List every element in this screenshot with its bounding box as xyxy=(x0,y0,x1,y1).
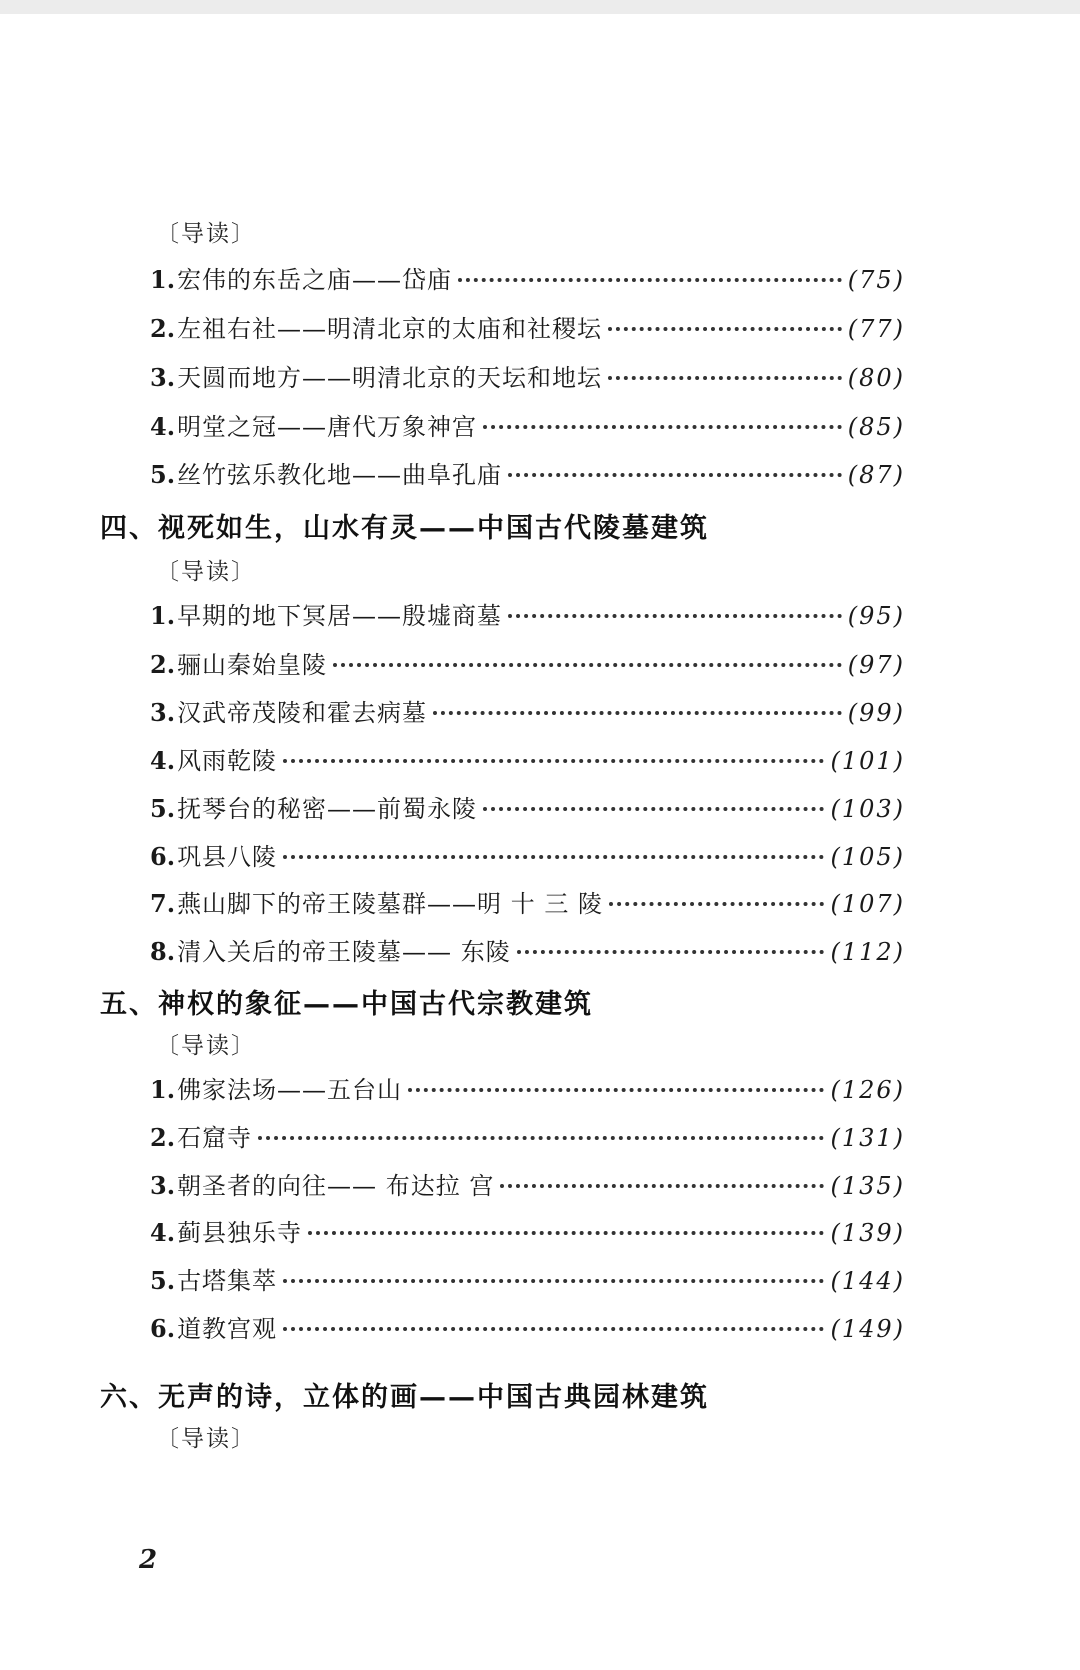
dot-leader xyxy=(408,1084,824,1092)
entry-number: 3. xyxy=(150,363,176,392)
toc-entry xyxy=(150,1070,905,1102)
entry-page: (80) xyxy=(847,364,905,392)
dot-leader xyxy=(508,610,842,618)
entry-title: 早期的地下冥居——殷墟商墓 xyxy=(177,602,503,630)
entry-page: (144) xyxy=(830,1267,905,1295)
chapter-heading: 五、神权的象征——中国古代宗教建筑 xyxy=(100,989,593,1020)
toc-entry xyxy=(150,645,905,677)
toc-entry xyxy=(150,260,905,292)
chapter-heading: 六、无声的诗，立体的画——中国古典园林建筑 xyxy=(100,1382,709,1413)
dot-leader xyxy=(458,274,842,282)
entry-title: 石窟寺 xyxy=(177,1124,253,1152)
entry-page: (105) xyxy=(830,843,905,871)
toc-entry xyxy=(150,596,905,628)
entry-number: 2. xyxy=(150,1123,176,1152)
entry-number: 7. xyxy=(150,889,176,918)
entry-page: (77) xyxy=(847,315,905,343)
dot-leader xyxy=(258,1132,824,1140)
toc-entry xyxy=(150,1166,905,1198)
dot-leader xyxy=(333,659,842,667)
entry-number: 6. xyxy=(150,1314,176,1343)
entry-title: 蓟县独乐寺 xyxy=(177,1219,303,1247)
toc-entry xyxy=(150,884,905,916)
entry-number: 2. xyxy=(150,650,176,679)
dot-leader xyxy=(608,372,842,380)
entry-page: (85) xyxy=(847,413,905,441)
guide-label: 〔导读〕 xyxy=(156,1426,256,1452)
toc-entry xyxy=(150,309,905,341)
entry-page: (149) xyxy=(830,1315,905,1343)
entry-title: 道教宫观 xyxy=(177,1315,278,1343)
entry-page: (99) xyxy=(847,699,905,727)
toc-entry xyxy=(150,1261,905,1293)
dot-leader xyxy=(500,1180,824,1188)
entry-page: (103) xyxy=(830,795,905,823)
entry-page: (97) xyxy=(847,651,905,679)
entry-number: 6. xyxy=(150,842,176,871)
guide-label: 〔导读〕 xyxy=(156,559,256,585)
entry-page: (126) xyxy=(830,1076,905,1104)
toc-entry xyxy=(150,1213,905,1245)
dot-leader xyxy=(483,803,824,811)
toc-entry xyxy=(150,1118,905,1150)
entry-page: (75) xyxy=(847,266,905,294)
entry-title: 天圆而地方——明清北京的天坛和地坛 xyxy=(177,364,603,392)
guide-label: 〔导读〕 xyxy=(156,1033,256,1059)
toc-entry xyxy=(150,741,905,773)
entry-title: 明堂之冠——唐代万象神宫 xyxy=(177,413,478,441)
entry-number: 3. xyxy=(150,698,176,727)
dot-leader xyxy=(433,707,842,715)
entry-number: 1. xyxy=(150,265,176,294)
entry-title: 骊山秦始皇陵 xyxy=(177,651,328,679)
dot-leader xyxy=(508,469,842,477)
entry-page: (87) xyxy=(847,461,905,489)
entry-page: (112) xyxy=(830,938,905,966)
entry-title: 汉武帝茂陵和霍去病墓 xyxy=(177,699,428,727)
entry-number: 4. xyxy=(150,412,176,441)
entry-title: 朝圣者的向往—— 布达拉 宫 xyxy=(177,1172,495,1200)
entry-number: 2. xyxy=(150,314,176,343)
entry-number: 8. xyxy=(150,937,176,966)
toc-entry xyxy=(150,837,905,869)
entry-number: 4. xyxy=(150,1218,176,1247)
dot-leader xyxy=(609,898,825,906)
entry-number: 1. xyxy=(150,601,176,630)
chapter-heading: 四、视死如生，山水有灵——中国古代陵墓建筑 xyxy=(100,513,709,544)
entry-title: 清入关后的帝王陵墓—— 东陵 xyxy=(177,938,511,966)
entry-number: 5. xyxy=(150,460,176,489)
dot-leader xyxy=(517,946,825,954)
entry-title: 巩县八陵 xyxy=(177,843,278,871)
entry-number: 5. xyxy=(150,1266,176,1295)
toc-entry xyxy=(150,1309,905,1341)
toc-entry xyxy=(150,789,905,821)
entry-number: 1. xyxy=(150,1075,176,1104)
entry-page: (135) xyxy=(830,1172,905,1200)
entry-number: 5. xyxy=(150,794,176,823)
dot-leader xyxy=(283,1275,824,1283)
entry-title: 抚琴台的秘密——前蜀永陵 xyxy=(177,795,478,823)
dot-leader xyxy=(308,1227,824,1235)
entry-title: 风雨乾陵 xyxy=(177,747,278,775)
toc-entry xyxy=(150,932,905,964)
entry-title: 左祖右社——明清北京的太庙和社稷坛 xyxy=(177,315,603,343)
entry-page: (95) xyxy=(847,602,905,630)
toc-entry xyxy=(150,407,905,439)
entry-page: (131) xyxy=(830,1124,905,1152)
entry-title: 宏伟的东岳之庙——岱庙 xyxy=(177,266,453,294)
toc-entry xyxy=(150,455,905,487)
entry-number: 3. xyxy=(150,1171,176,1200)
dot-leader xyxy=(483,421,842,429)
entry-page: (101) xyxy=(830,747,905,775)
entry-title: 丝竹弦乐教化地——曲阜孔庙 xyxy=(177,461,503,489)
dot-leader xyxy=(283,851,824,859)
guide-label: 〔导读〕 xyxy=(156,221,256,247)
toc-entry xyxy=(150,693,905,725)
toc-entry xyxy=(150,358,905,390)
dot-leader xyxy=(283,1323,824,1331)
entry-title: 佛家法场——五台山 xyxy=(177,1076,403,1104)
dot-leader xyxy=(608,323,842,331)
dot-leader xyxy=(283,755,824,763)
entry-page: (139) xyxy=(830,1219,905,1247)
entry-title: 古塔集萃 xyxy=(177,1267,278,1295)
entry-page: (107) xyxy=(830,890,905,918)
entry-number: 4. xyxy=(150,746,176,775)
entry-title: 燕山脚下的帝王陵墓群——明 十 三 陵 xyxy=(177,890,603,918)
page-number: 2 xyxy=(139,1545,158,1575)
